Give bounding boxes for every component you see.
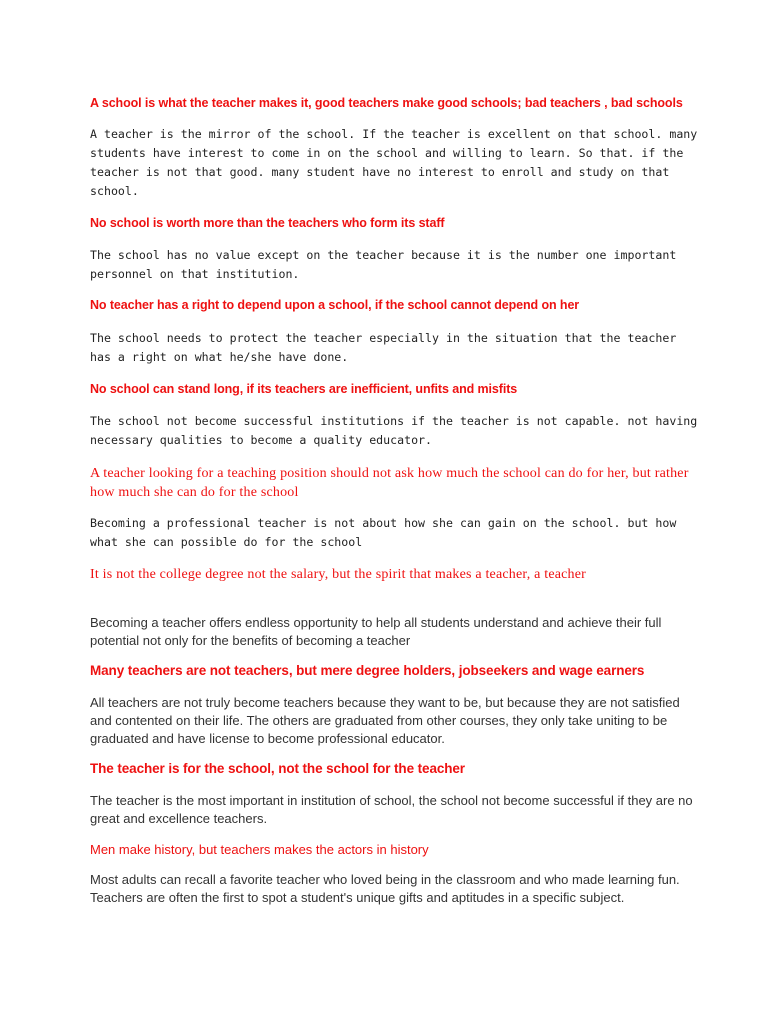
section-heading: No school can stand long, if its teachers are inefficient, unfits and misfits (90, 382, 518, 396)
section-heading: No school is worth more than the teachers who form its staff (90, 216, 445, 230)
section-body: Most adults can recall a favorite teacher who loved being in the classroom and who made learning fun. Teachers are often the first to spot a student's unique gifts and aptitudes in a specific subject. (90, 872, 680, 905)
section-heading: Men make history, but teachers makes the actors in history (90, 842, 429, 857)
section-heading: A school is what the teacher makes it, good teachers make good schools; bad teachers , bad schools (90, 96, 683, 110)
section-heading: Many teachers are not teachers, but mere degree holders, jobseekers and wage earners (90, 663, 645, 678)
section-body: Becoming a teacher offers endless opportunity to help all students understand and achieve their full potential not only for the benefits of becoming a teacher (90, 615, 662, 648)
section-heading: The teacher is for the school, not the school for the teacher (90, 761, 465, 776)
section-body: The school not become successful institutions if the teacher is not capable. not having necessary qualities to become a quality educator. (90, 414, 698, 447)
section-heading: A teacher looking for a teaching position should not ask how much the school can do for her, but rather how much she can do for the school (90, 466, 689, 500)
section-body: The school needs to protect the teacher especially in the situation that the teacher has a right on what he/she have done. (90, 331, 677, 364)
section-body: Becoming a professional teacher is not about how she can gain on the school. but how what she can possible do for the school (90, 516, 677, 549)
section-body: A teacher is the mirror of the school. If the teacher is excellent on that school. many students have interest to come in on the school and willing to learn. So that. if the teacher is not that good. many student have no interest to enroll and study on that school. (90, 127, 698, 198)
section-body: The teacher is the most important in institution of school, the school not become successful if they are no great and excellence teachers. (90, 793, 693, 826)
section-heading: No teacher has a right to depend upon a school, if the school cannot depend on her (90, 298, 580, 312)
section-heading: It is not the college degree not the salary, but the spirit that makes a teacher, a teacher (90, 567, 587, 582)
section-body: All teachers are not truly become teachers because they want to be, but because they are not satisfied and contented on their life. The others are graduated from other courses, they only take uniting to be graduated and have license to become professional educator. (90, 695, 680, 746)
section-body: The school has no value except on the teacher because it is the number one important personnel on that institution. (90, 248, 677, 281)
